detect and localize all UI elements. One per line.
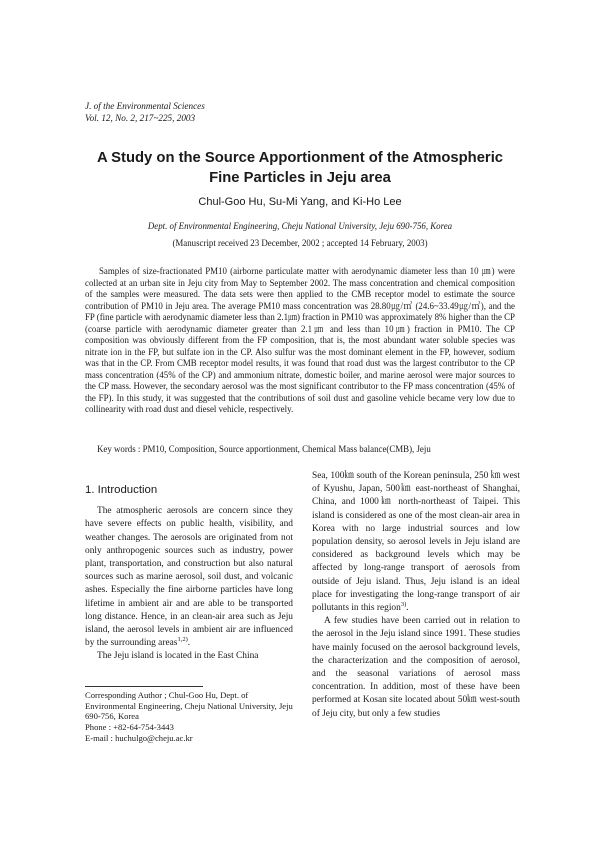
volume-info: Vol. 12, No. 2, 217~225, 2003 [85,113,196,123]
right-column [312,470,520,721]
keywords: Key words : PM10, Composition, Source apportionment, Chemical Mass balance(CMB), Jeju [97,444,431,454]
intro-paragraph-1-text: The atmospheric aerosols are concern since they have severe effects on public health, visibility, and weather changes. The aerosols are originated from not only anthropogenic sources such as industry, power plant, transportation, and construction but also natural sources such as marine aerosol, soil dust, and volcanic ashes. Especially the fine airborne particles have long lifetime in ambient air and are able to be transported long distance. Hence, in an clean-air area such as Jeju island, the aerosol levels in ambient air are influenced by the surrounding areas [85,506,293,649]
intro-paragraph-2-continued [312,470,520,615]
affiliation: Dept. of Environmental Engineering, Cheju National University, Jeju 690-756, Korea [147,221,453,231]
corresponding-author: Corresponding Author ; Chul-Goo Hu, Dept. of Environmental Engineering, Cheju National University, Jeju 690-756, Korea [85,690,293,722]
manuscript-dates: (Manuscript received 23 December, 2002 ; accepted 14 February, 2003) [172,238,428,248]
intro-paragraph-2: The Jeju island is located in the East China [97,651,259,662]
intro-continued-text: Sea, 100㎞ south of the Korean peninsula, 250 ㎞ west of Kyushu, Japan, 500㎞ east-northeast of Shanghai, China, and 1000㎞ north-northeast of Taipei. This island is considered as one of the most clean-air area in Korea with no large industrial sources and low population density, so aerosol levels in Jeju island are considered as background levels which may be affected by long-range transport of aerosols from outside of Jeju island. Thus, Jeju island is an ideal place for investigating the long-range transport of air pollutants in this region [312,471,520,614]
section-heading: 1. Introduction [85,484,158,496]
intro-paragraph-3: A few studies have been carried out in relation to the aerosol in the Jeju island since 1991. These studies have mainly focused on the aerosol background levels, the characterization and the composition of aerosol, and the seasonal variations of aerosol mass concentration. In addition, most of these have been performed at Kosan site located about 50㎞ west-south of Jeju city, but only a few studies [312,616,520,719]
paper-title [60,148,540,188]
sentence-end: . [406,603,409,614]
title-line-1: A Study on the Source Apportionment of the Atmospheric [96,150,504,166]
author-list: Chul-Goo Hu, Su-Mi Yang, and Ki-Ho Lee [198,196,402,208]
journal-name: J. of the Environmental Sciences [85,101,205,111]
footnote-divider [85,686,203,687]
phone-number: Phone : +82-64-754-3443 [85,722,174,733]
reference-marker: 1,2) [177,636,188,644]
email-address: E-mail : huchulgo@cheju.ac.kr [85,732,193,743]
correspondence-footnote [85,690,293,744]
journal-header [85,100,205,124]
left-column [85,484,293,664]
title-line-2: Fine Particles in Jeju area [209,170,391,186]
intro-paragraph-1 [85,505,293,650]
sentence-end: . [187,638,191,649]
abstract-text: Samples of size-fractionated PM10 (airborne particulate matter with aerodynamic diameter less than 10 ㎛) were collected at an urban site in Jeju city from May to September 2002. The mass concentration and chemical composition of the samples were measured. The data sets were then applied to the CMB receptor model to estimate the source contribution of PM10 in Jeju area. The average PM10 mass concentration was 28.80㎍/㎥ (24.6~33.49㎍/㎥), and the FP (fine particle with aerodynamic diameter less than 2.1㎛) fraction in PM10 was approximately 8% higher than the CP (coarse particle with aerodynamic diameter greater than 2.1㎛ and less than 10㎛) fraction in PM10. The CP composition was obviously different from the FP composition, that is, the most abundant water soluble species was nitrate ion in the FP, but sulfate ion in the CP. Also sulfur was the most dominant element in the FP, however, sodium was that in the CP. From CMB receptor model results, it was found that road dust was the largest contributor to the CP mass concentration (45% of the CP) and ammonium nitrate, domestic boiler, and marine aerosol were major sources to the CP mass. However, the secondary aerosol was the most significant contributor to the FP mass concentration (45% of the FP). In this study, it was suggested that the contributions of soil dust and gasoline vehicle became very low due to collinearity with road dust and diesel vehicle, respectively. [85,266,515,414]
reference-marker: 3) [400,600,407,608]
